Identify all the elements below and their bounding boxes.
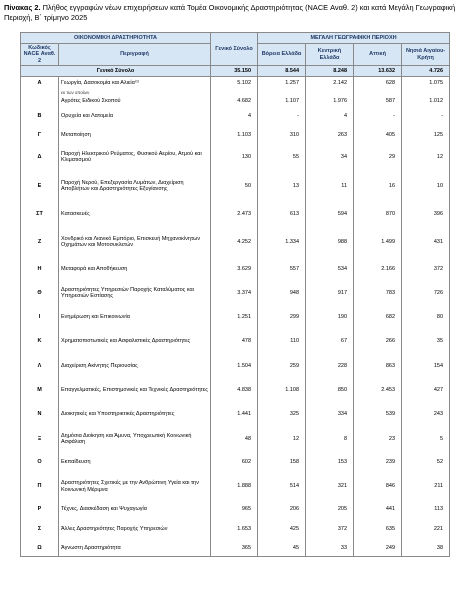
table-row [21,356,450,377]
table-row [21,404,450,426]
row-code: Η [21,259,59,280]
row-islands: 1.075 [402,77,450,89]
row-attica: 2.166 [354,259,402,280]
grand-total-attica: 13.632 [354,66,402,77]
row-north: 613 [258,203,306,226]
row-total: 4.682 [211,96,258,107]
row-total: 3.374 [211,280,258,307]
business-registrations-table [20,32,450,557]
row-islands: 5 [402,426,450,453]
row-north [258,89,306,96]
row-central: 988 [306,226,354,259]
grand-total-central: 8.248 [306,66,354,77]
row-description: Μεταφορά και Αποθήκευση [59,259,211,280]
row-total: 3.629 [211,259,258,280]
header-regions-group: ΜΕΓΑΛΗ ΓΕΩΓΡΑΦΙΚΗ ΠΕΡΙΟΧΗ [258,33,450,44]
row-code: Ν [21,404,59,426]
row-central: 8 [306,426,354,453]
row-attica: 783 [354,280,402,307]
row-attica: - [354,107,402,126]
row-islands: 154 [402,356,450,377]
row-islands: 10 [402,170,450,203]
row-attica: 870 [354,203,402,226]
row-code [21,96,59,107]
row-islands: 125 [402,126,450,145]
row-central: 2.142 [306,77,354,89]
row-north: 1.257 [258,77,306,89]
row-central: 228 [306,356,354,377]
row-attica: 249 [354,540,402,557]
row-attica: 266 [354,328,402,356]
row-description: Γεωργία, Δασοκομία και Αλιεία⁽¹⁾ [59,77,211,89]
row-north: 557 [258,259,306,280]
header-total: Γενικό Σύνολο [211,33,258,66]
row-total: 602 [211,453,258,473]
row-code: Ι [21,307,59,328]
table-row [21,96,450,107]
row-north: 310 [258,126,306,145]
row-description: Δραστηριότητες Υπηρεσιών Παροχής Καταλύματος και Υπηρεσιών Εστίασης [59,280,211,307]
table-row [21,540,450,557]
row-central: 334 [306,404,354,426]
row-central: 4 [306,107,354,126]
table-row [21,280,450,307]
row-islands: 113 [402,501,450,519]
row-central: 190 [306,307,354,328]
row-code: Ρ [21,501,59,519]
row-north: 514 [258,473,306,501]
row-north: 299 [258,307,306,328]
row-north: - [258,107,306,126]
row-islands: - [402,107,450,126]
row-code: Ζ [21,226,59,259]
row-central: 153 [306,453,354,473]
table-row [21,126,450,145]
row-total: 5.102 [211,77,258,89]
row-code: A [21,77,59,89]
row-attica: 628 [354,77,402,89]
row-code [21,89,59,96]
row-code: Σ [21,519,59,540]
row-islands: 396 [402,203,450,226]
row-attica: 539 [354,404,402,426]
row-north: 259 [258,356,306,377]
row-description: Παροχή Ηλεκτρικού Ρεύματος, Φυσικού Αερίου, Ατμού και Κλιματισμού [59,145,211,170]
row-central [306,89,354,96]
row-attica: 846 [354,473,402,501]
row-code: B [21,107,59,126]
row-code: Ω [21,540,59,557]
table-row [21,259,450,280]
row-total: 965 [211,501,258,519]
header-attica: Αττική [354,44,402,66]
row-total: 1.441 [211,404,258,426]
row-islands: 431 [402,226,450,259]
row-code: Κ [21,328,59,356]
row-description: Χρηματοπιστωτικές και Ασφαλιστικές Δραστηριότητες [59,328,211,356]
row-central: 917 [306,280,354,307]
row-total: 2.473 [211,203,258,226]
table-row [21,501,450,519]
row-islands: 221 [402,519,450,540]
row-attica: 23 [354,426,402,453]
row-description: Ορυχεία και Λατομεία [59,107,211,126]
row-attica: 16 [354,170,402,203]
row-north: 206 [258,501,306,519]
row-north: 12 [258,426,306,453]
row-central: 594 [306,203,354,226]
caption-label: Πίνακας 2. [4,3,41,12]
grand-total-total: 35.150 [211,66,258,77]
row-north: 45 [258,540,306,557]
grand-total-islands: 4.726 [402,66,450,77]
row-north: 1.107 [258,96,306,107]
row-islands [402,89,450,96]
row-islands: 80 [402,307,450,328]
table-row [21,89,450,96]
row-description: Διοικητικές και Υποστηρικτικές Δραστηριότητες [59,404,211,426]
row-islands: 35 [402,328,450,356]
row-code: Ξ [21,426,59,453]
row-description: εκ των οποίων [59,89,211,96]
header-north: Βόρεια Ελλάδα [258,44,306,66]
row-attica [354,89,402,96]
row-total: 1.103 [211,126,258,145]
row-central: 321 [306,473,354,501]
row-total: 365 [211,540,258,557]
row-description: Τέχνες, Διασκέδαση και Ψυχαγωγία [59,501,211,519]
header-code: Κωδικός NACE Αναθ. 2 [21,44,59,66]
row-code: Δ [21,145,59,170]
row-attica: 29 [354,145,402,170]
row-total: 4 [211,107,258,126]
table-row [21,453,450,473]
row-islands: 1.012 [402,96,450,107]
row-code: Λ [21,356,59,377]
table-row [21,328,450,356]
row-north: 425 [258,519,306,540]
row-central: 11 [306,170,354,203]
row-islands: 372 [402,259,450,280]
header-islands: Νησιά Αιγαίου-Κρήτη [402,44,450,66]
row-north: 158 [258,453,306,473]
row-code: Θ [21,280,59,307]
table-row [21,226,450,259]
row-total: 4.252 [211,226,258,259]
header-description: Περιγραφή [59,44,211,66]
table-row [21,203,450,226]
row-islands: 243 [402,404,450,426]
row-north: 13 [258,170,306,203]
row-description: Κατασκευές [59,203,211,226]
row-code: Ο [21,453,59,473]
row-total: 1.251 [211,307,258,328]
row-north: 55 [258,145,306,170]
row-description: Μεταποίηση [59,126,211,145]
table-row [21,426,450,453]
row-attica: 863 [354,356,402,377]
row-description: Διαχείριση Ακίνητης Περιουσίας [59,356,211,377]
row-attica: 635 [354,519,402,540]
row-attica: 441 [354,501,402,519]
row-central: 850 [306,377,354,404]
row-description: Χονδρικό και Λιανικό Εμπόριο, Επισκευή Μηχανοκίνητων Οχημάτων και Μοτοσυκλετών [59,226,211,259]
row-total: 48 [211,426,258,453]
row-description: Άλλες Δραστηριότητες Παροχής Υπηρεσιών [59,519,211,540]
row-attica: 239 [354,453,402,473]
row-total: 1.653 [211,519,258,540]
row-central: 33 [306,540,354,557]
table-row [21,307,450,328]
row-code: Μ [21,377,59,404]
row-central: 263 [306,126,354,145]
row-north: 1.334 [258,226,306,259]
table-row [21,107,450,126]
row-code: Π [21,473,59,501]
row-description: Εκπαίδευση [59,453,211,473]
row-description: Αγρότες Ειδικού Σκοπού [59,96,211,107]
row-attica: 682 [354,307,402,328]
table-row [21,77,450,89]
table-row [21,145,450,170]
row-attica: 1.499 [354,226,402,259]
row-central: 534 [306,259,354,280]
row-description: Ενημέρωση και Επικοινωνία [59,307,211,328]
row-attica: 587 [354,96,402,107]
row-total: 50 [211,170,258,203]
row-description: Άγνωστη Δραστηριότητα [59,540,211,557]
row-central: 34 [306,145,354,170]
row-islands: 12 [402,145,450,170]
row-attica: 405 [354,126,402,145]
row-islands: 726 [402,280,450,307]
grand-total-north: 8.544 [258,66,306,77]
row-code: ΣΤ [21,203,59,226]
row-description: Δημόσια Διοίκηση και Άμυνα, Υποχρεωτική Κοινωνική Ασφάλιση [59,426,211,453]
table-caption [4,3,468,23]
row-central: 67 [306,328,354,356]
row-islands: 427 [402,377,450,404]
row-north: 948 [258,280,306,307]
row-description: Επαγγελματικές, Επιστημονικές και Τεχνικές Δραστηριότητες [59,377,211,404]
row-north: 325 [258,404,306,426]
grand-total-label: Γενικό Σύνολο [21,66,211,77]
table-body [21,77,450,557]
row-central: 1.976 [306,96,354,107]
row-description: Παροχή Νερού, Επεξεργασία Λυμάτων, Διαχείριση Αποβλήτων και Δραστηριότητες Εξυγίανσης [59,170,211,203]
table-row [21,170,450,203]
caption-text: Πλήθος εγγραφών νέων επιχειρήσεων κατά Τομέα Οικονομικής Δραστηριότητας (NACE Αναθ. 2) και κατά Μεγάλη Γεωγραφική Περιοχή, Β΄ τρίμηνο 2025 [4,3,456,22]
row-total: 4.838 [211,377,258,404]
row-islands: 52 [402,453,450,473]
row-central: 205 [306,501,354,519]
row-total: 1.504 [211,356,258,377]
row-total: 478 [211,328,258,356]
row-central: 372 [306,519,354,540]
row-total [211,89,258,96]
table-row [21,519,450,540]
row-total: 130 [211,145,258,170]
header-central: Κεντρική Ελλάδα [306,44,354,66]
row-north: 1.108 [258,377,306,404]
row-islands: 38 [402,540,450,557]
table-row [21,377,450,404]
row-north: 110 [258,328,306,356]
row-code: Γ [21,126,59,145]
header-activity: ΟΙΚΟΝΟΜΙΚΗ ΔΡΑΣΤΗΡΙΟΤΗΤΑ [21,33,211,44]
row-attica: 2.453 [354,377,402,404]
row-code: Ε [21,170,59,203]
row-total: 1.888 [211,473,258,501]
table-row [21,473,450,501]
row-description: Δραστηριότητες Σχετικές με την Ανθρώπινη Υγεία και την Κοινωνική Μέριμνα [59,473,211,501]
row-islands: 211 [402,473,450,501]
